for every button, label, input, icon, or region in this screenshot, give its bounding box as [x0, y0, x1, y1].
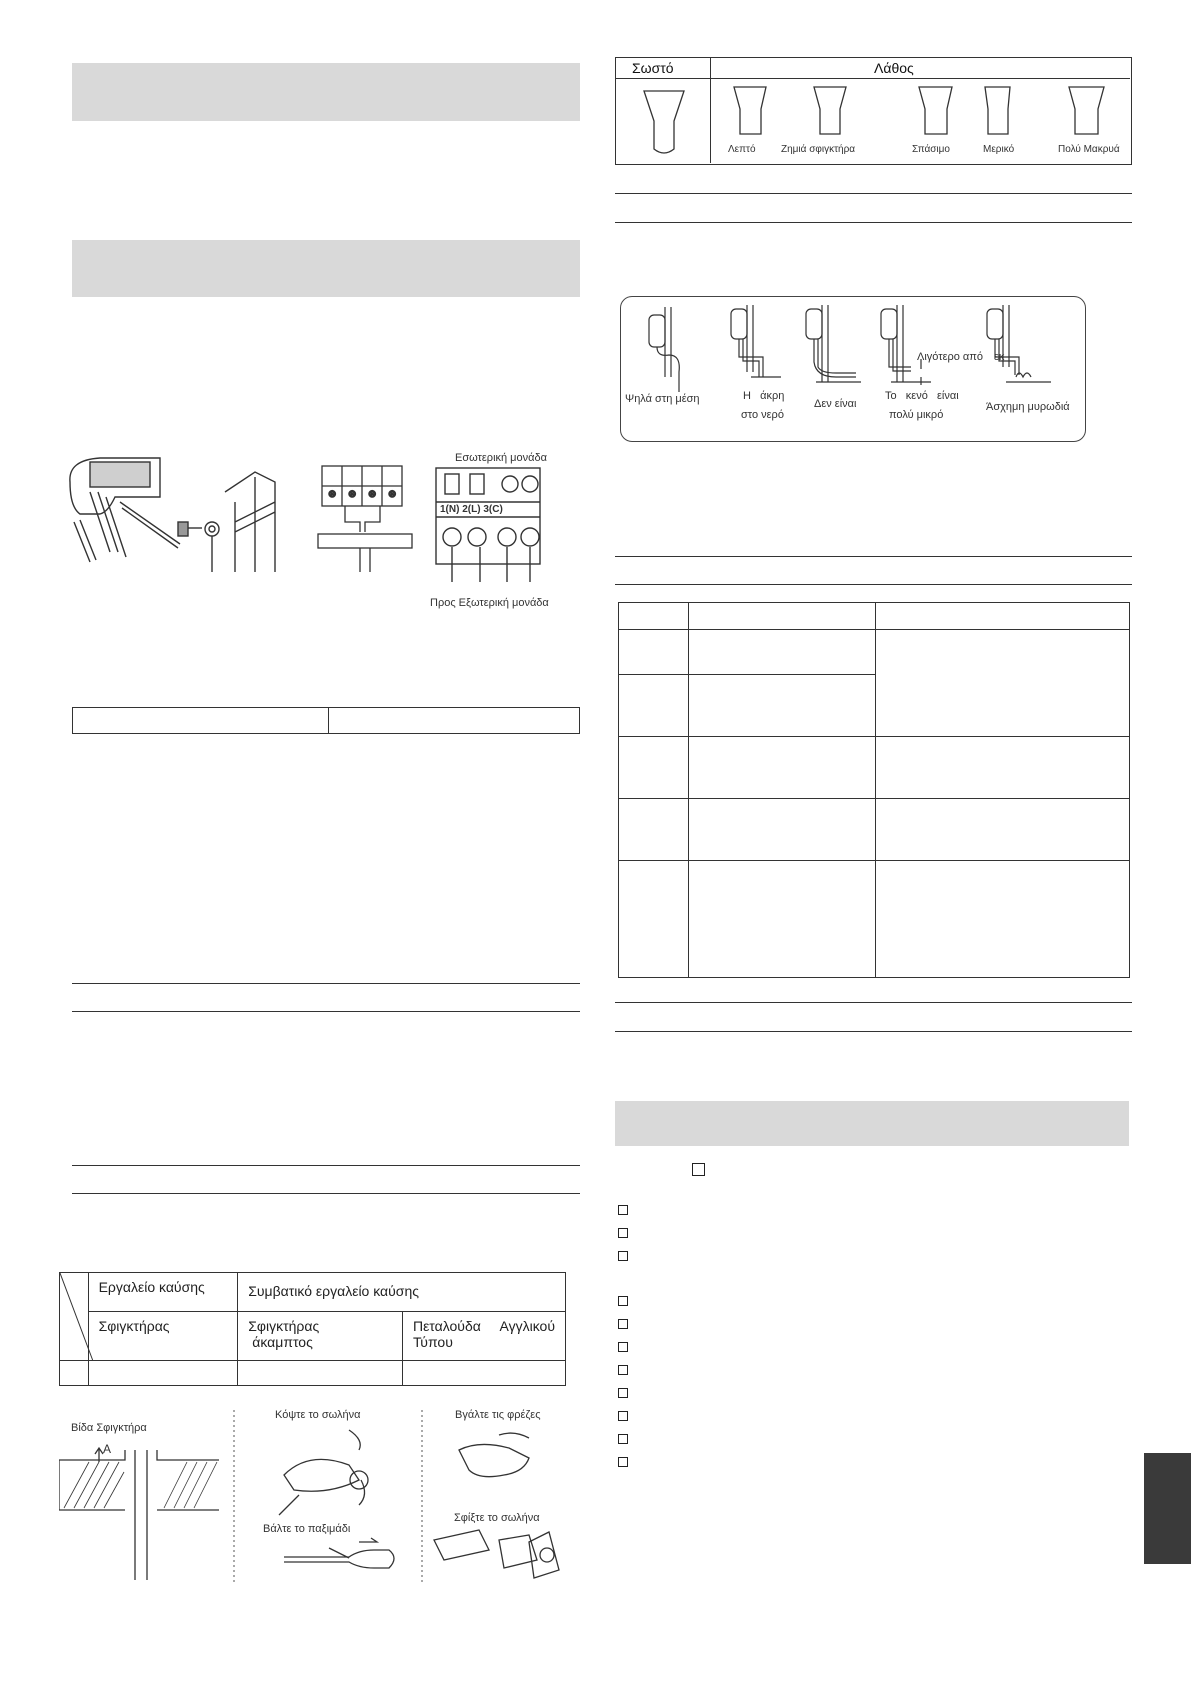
label-cracked: Σπάσιμο [912, 144, 950, 155]
divider [72, 1165, 580, 1166]
three-column-table [618, 602, 1130, 978]
cell-clutch: Σφιγκτήρας [98, 1318, 170, 1334]
tighten-pipe-label: Σφίξτε το σωλήνα [454, 1512, 540, 1524]
checklist-checkbox-10[interactable] [618, 1434, 628, 1444]
checklist-checkbox-1[interactable] [618, 1205, 628, 1215]
wiring-illustration [60, 452, 580, 612]
drain-label-gap-2: πολύ μικρό [889, 409, 944, 421]
divider [615, 1002, 1132, 1003]
divider [615, 222, 1132, 223]
checklist-checkbox-3[interactable] [618, 1251, 628, 1261]
drain-label-less-than: Λιγότερο από [917, 351, 983, 363]
drain-label-cm: εκ [994, 351, 1005, 363]
drain-label-bad-smell: Άσχημη μυρωδιά [986, 401, 1070, 413]
remove-burrs-label: Βγάλτε τις φρέζες [455, 1409, 541, 1421]
flare-nut-label: Βίδα Σφιγκτήρα [71, 1422, 147, 1434]
checklist-checkbox-9[interactable] [618, 1411, 628, 1421]
terminal-labels: 1(N) 2(L) 3(C) [440, 504, 503, 515]
label-partial: Μερικό [983, 144, 1015, 155]
section-header-bar-3 [615, 1101, 1129, 1146]
svg-text:⊗: ⊗ [368, 489, 377, 500]
section-header-bar-1 [72, 63, 580, 121]
divider [72, 1193, 580, 1194]
header-wrong: Λάθος [874, 60, 914, 76]
drain-label-end-1: Η άκρη [743, 390, 785, 402]
flare-procedure-figure [59, 1410, 589, 1585]
flare-correct-wrong-table [615, 57, 1132, 165]
checklist-checkbox-8[interactable] [618, 1388, 628, 1398]
cell-clutch-rigid-2: άκαμπτος [252, 1334, 313, 1350]
checklist-checkbox-11[interactable] [618, 1457, 628, 1467]
cell-flare-tool: Εργαλείο καύσης [98, 1279, 205, 1295]
label-thin: Λεπτό [728, 144, 756, 155]
to-outdoor-label: Προς Εξωτερική μονάδα [430, 597, 549, 609]
label-clamp-damage: Ζημιά σφιγκτήρα [781, 144, 856, 155]
divider [72, 983, 580, 984]
svg-text:⊗: ⊗ [388, 489, 397, 500]
divider [615, 1031, 1132, 1032]
drain-label-end-2: στο νερό [741, 409, 784, 421]
header-correct: Σωστό [632, 60, 674, 76]
drain-label-gap-1: Το κενό είναι [885, 390, 959, 402]
drain-label-high-middle: Ψηλά στη μέση [625, 393, 700, 405]
cell-wing-1: Πεταλούδα Αγγλικού [412, 1318, 555, 1334]
cell-clutch-rigid-1: Σφιγκτήρας [248, 1318, 320, 1334]
checklist-checkbox-6[interactable] [618, 1342, 628, 1352]
svg-text:⊗: ⊗ [328, 489, 337, 500]
divider [615, 556, 1132, 557]
section-header-bar-2 [72, 240, 580, 297]
checklist-checkbox-5[interactable] [618, 1319, 628, 1329]
label-too-long: Πολύ Μακρυά [1058, 144, 1120, 155]
svg-text:⊗: ⊗ [348, 489, 357, 500]
dim-a-label: A [103, 1442, 112, 1456]
checkbox-legend [692, 1163, 705, 1176]
checklist-checkbox-4[interactable] [618, 1296, 628, 1306]
flare-tool-table [59, 1272, 566, 1386]
divider [72, 1011, 580, 1012]
checklist-checkbox-7[interactable] [618, 1365, 628, 1375]
cell-conventional-tool: Συμβατικό εργαλείο καύσης [248, 1283, 419, 1299]
language-side-tab [1144, 1453, 1191, 1564]
insert-nut-label: Βάλτε το παξιμάδι [263, 1523, 351, 1535]
checklist-checkbox-2[interactable] [618, 1228, 628, 1238]
drain-label-not: Δεν είναι [814, 398, 857, 410]
two-column-table [72, 707, 580, 734]
divider [615, 193, 1132, 194]
indoor-unit-label: Εσωτερική μονάδα [455, 452, 547, 464]
drain-pipe-figure [620, 296, 1086, 442]
divider [615, 584, 1132, 585]
cell-wing-2: Τύπου [412, 1334, 453, 1350]
cut-pipe-label: Κόψτε το σωλήνα [275, 1409, 361, 1421]
